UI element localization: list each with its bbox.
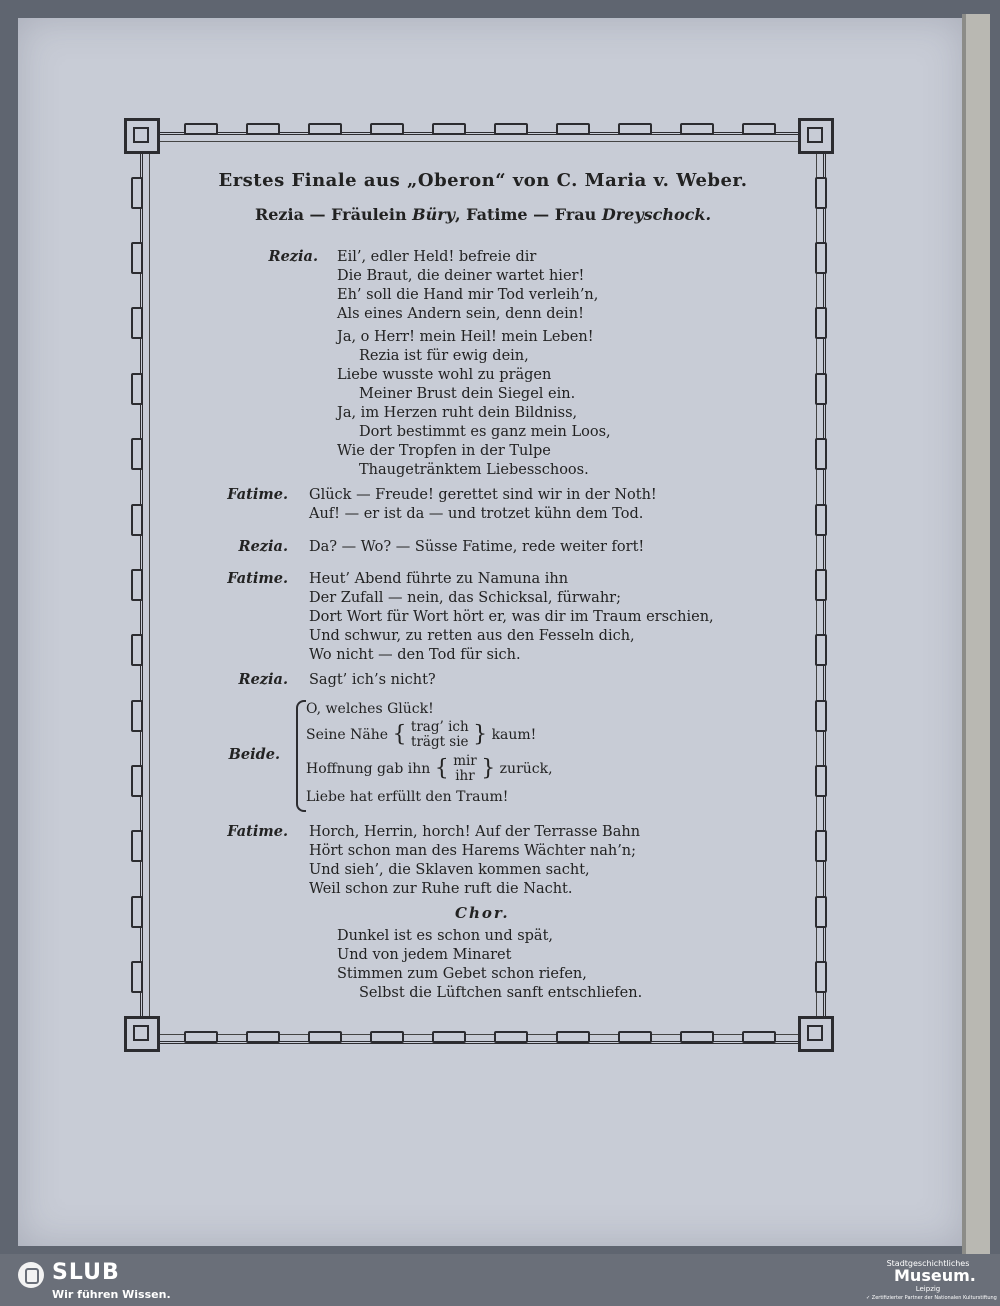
cast-role-rezia: Rezia [254, 205, 304, 224]
cast-sep: — Frau [527, 205, 602, 224]
speaker-label: Fatime. [227, 570, 288, 587]
speaker-label: Beide. [228, 746, 280, 763]
stanza [309, 486, 657, 524]
verse-line [306, 754, 553, 788]
verse-line: Der Zufall — nein, das Schicksal, fürwahr; [309, 590, 621, 606]
alternative-option: trägt sie [411, 734, 469, 750]
slub-name[interactable]: SLUB [52, 1260, 120, 1285]
stanza [309, 570, 714, 665]
frame-ornament-left [131, 160, 141, 1010]
speaker-label: Fatime. [227, 486, 288, 503]
verse-line: O, welches Glück! [306, 701, 434, 717]
verse-fragment: kaum! [491, 727, 537, 743]
verse-line: Dort bestimmt es ganz mein Loos, [359, 424, 611, 440]
verse-line: Und schwur, zu retten aus den Fesseln dich, [309, 628, 635, 644]
cast-line [140, 205, 826, 224]
verse-line: Thaugetränktem Liebesschoos. [359, 462, 589, 478]
cast-sep: — Fräulein [303, 205, 413, 224]
verse-line [306, 720, 553, 754]
chorus-heading: Chor. [455, 904, 510, 922]
verse-fragment: zurück, [499, 761, 553, 777]
museum-name[interactable]: Museum. [894, 1266, 976, 1285]
verse-fragment: Hoffnung gab ihn [306, 761, 431, 777]
alternative-stack [453, 754, 477, 784]
frame-corner-ornament [798, 1016, 834, 1052]
verse-line: Liebe hat erfüllt den Traum! [306, 789, 509, 805]
beide-stanza [306, 700, 553, 807]
verse-fragment: Seine Nähe [306, 727, 389, 743]
frame-corner-ornament [798, 118, 834, 154]
alternative-option: trag’ ich [410, 719, 469, 735]
speaker-label: Rezia. [238, 671, 288, 688]
verse-line: Dunkel ist es schon und spät, [337, 928, 554, 944]
chorus-stanza [337, 927, 642, 1003]
museum-label-top: Stadtgeschichtliches [886, 1259, 970, 1268]
frame-ornament-right [815, 160, 825, 1010]
cast-role-fatime: , Fatime [455, 205, 528, 224]
title-text: Erstes Finale aus „Oberon“ von C. Maria v. Weber. [218, 170, 748, 191]
verse-line: Als eines Andern sein, denn dein! [337, 306, 584, 322]
verse-line: Stimmen zum Gebet schon riefen, [337, 966, 587, 982]
verse-line: Glück — Freude! gerettet sind wir in der Noth! [309, 487, 657, 503]
verse-line: Und von jedem Minaret [337, 947, 512, 963]
verse-line: Und sieh’, die Sklaven kommen sacht, [309, 862, 590, 878]
verse-line: Sagt’ ich’s nicht? [309, 672, 436, 688]
frame-ornament-top [170, 123, 790, 133]
museum-city: Leipzig [915, 1285, 941, 1293]
alternative-stack [411, 720, 469, 750]
verse-line: Horch, Herrin, horch! Auf der Terrasse Bahn [309, 824, 641, 840]
verse-line: Meiner Brust dein Siegel ein. [359, 386, 576, 402]
cast-singer-bury: Büry [412, 205, 456, 224]
verse-line: Hört schon man des Harems Wächter nah’n; [309, 843, 637, 859]
stanza [309, 823, 640, 899]
speaker-label: Rezia. [268, 248, 318, 265]
alternative-option: ihr [455, 768, 475, 784]
stanza [337, 328, 611, 480]
left-brace [296, 700, 306, 812]
frame-ornament-bottom [170, 1031, 790, 1041]
adjacent-page-edge [962, 14, 990, 1254]
verse-line: Liebe wusste wohl zu prägen [337, 367, 552, 383]
museum-partner-note: ✓ Zertifizierter Partner der Nationalen Kulturstiftung [866, 1295, 997, 1301]
verse-line: Eil’, edler Held! befreie dir [337, 249, 537, 265]
verse-line: Eh’ soll die Hand mir Tod verleih’n, [337, 287, 599, 303]
cast-singer-dreyschock: Dreyschock. [601, 205, 712, 224]
verse-line: Ja, o Herr! mein Heil! mein Leben! [337, 329, 594, 345]
verse-line: Dort Wort für Wort hört er, was dir im Traum erschien, [309, 609, 714, 625]
verse-line: Wie der Tropfen in der Tulpe [337, 443, 551, 459]
brace-glyph: } [473, 722, 488, 747]
verse-line: Heut’ Abend führte zu Namuna ihn [309, 571, 569, 587]
stanza [309, 538, 644, 557]
frame-corner-ornament [124, 118, 160, 154]
stanza [309, 671, 436, 690]
page-title [140, 170, 826, 191]
brace-glyph: { [434, 756, 449, 781]
brace-glyph: } [481, 756, 496, 781]
verse-line: Selbst die Lüftchen sanft entschliefen. [359, 985, 643, 1001]
verse-line: Da? — Wo? — Süsse Fatime, rede weiter fort! [309, 539, 645, 555]
verse-line: Auf! — er ist da — und trotzet kühn dem Tod. [309, 506, 644, 522]
verse-line: Wo nicht — den Tod für sich. [309, 647, 521, 663]
stanza [337, 248, 598, 324]
speaker-label: Rezia. [238, 538, 288, 555]
verse-line: Ja, im Herzen ruht dein Bildniss, [337, 405, 578, 421]
frame-corner-ornament [124, 1016, 160, 1052]
alternative-option: mir [453, 753, 477, 769]
verse-line: Die Braut, die deiner wartet hier! [337, 268, 585, 284]
verse-line: Weil schon zur Ruhe ruft die Nacht. [309, 881, 573, 897]
verse-line: Rezia ist für ewig dein, [359, 348, 529, 364]
slub-logo-icon[interactable] [18, 1262, 44, 1288]
speaker-label: Fatime. [227, 823, 288, 840]
slub-tagline: Wir führen Wissen. [52, 1288, 171, 1301]
brace-glyph: { [392, 722, 407, 747]
